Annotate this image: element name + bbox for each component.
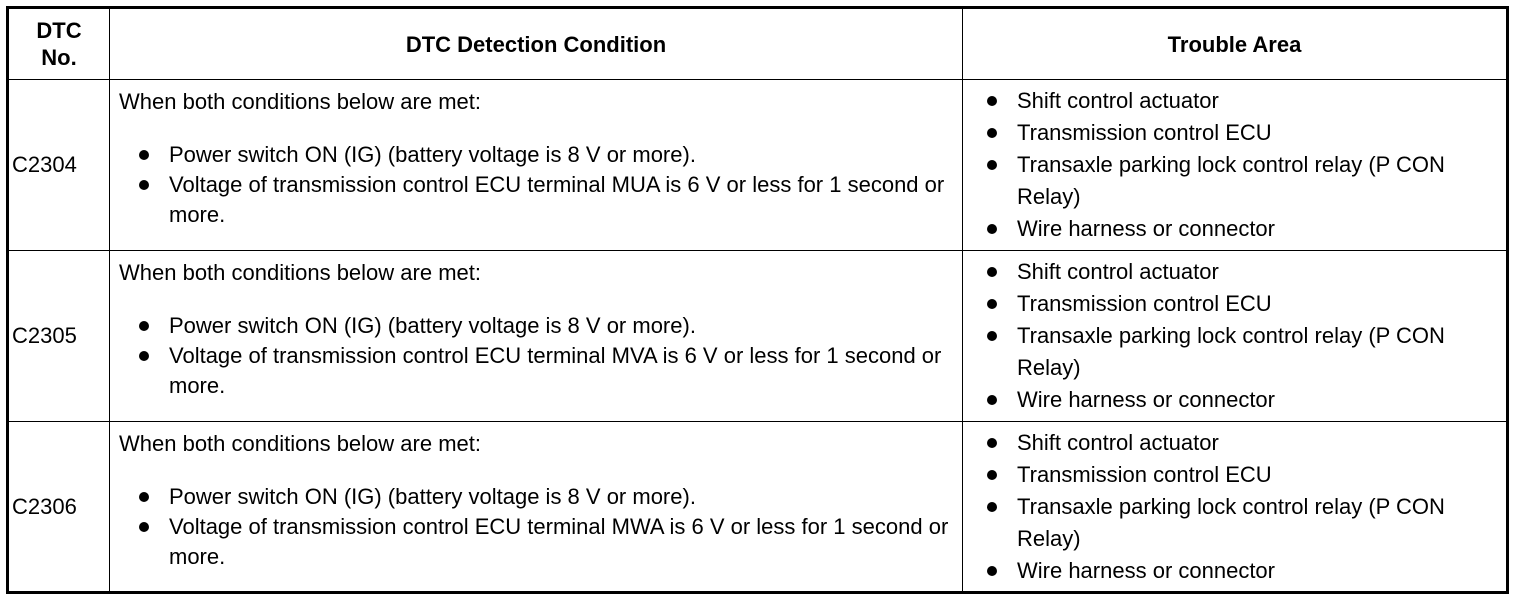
header-detection-condition: DTC Detection Condition	[110, 8, 963, 80]
table-row	[8, 251, 1508, 422]
dtc-code: C2305	[8, 251, 110, 422]
trouble-area-item: Wire harness or connector	[1017, 213, 1464, 245]
condition-item: Voltage of transmission control ECU terminal MVA is 6 V or less for 1 second or more.	[169, 341, 954, 401]
condition-intro: When both conditions below are met:	[119, 260, 481, 285]
header-trouble-area: Trouble Area	[963, 8, 1508, 80]
trouble-area-cell	[963, 422, 1508, 593]
trouble-area-item: Shift control actuator	[1017, 256, 1464, 288]
condition-item: Power switch ON (IG) (battery voltage is 8 V or more).	[169, 482, 954, 512]
detection-condition-cell	[110, 422, 963, 593]
trouble-area-item: Transaxle parking lock control relay (P CON Relay)	[1017, 149, 1464, 213]
header-row	[8, 8, 1508, 80]
trouble-area-list	[963, 427, 1506, 587]
condition-item: Voltage of transmission control ECU terminal MUA is 6 V or less for 1 second or more.	[169, 170, 954, 230]
condition-intro: When both conditions below are met:	[119, 89, 481, 114]
condition-item: Power switch ON (IG) (battery voltage is 8 V or more).	[169, 311, 954, 341]
trouble-area-item: Transmission control ECU	[1017, 288, 1464, 320]
condition-intro: When both conditions below are met:	[119, 431, 481, 456]
trouble-area-item: Wire harness or connector	[1017, 555, 1464, 587]
dtc-code: C2306	[8, 422, 110, 593]
trouble-area-item: Transaxle parking lock control relay (P CON Relay)	[1017, 320, 1464, 384]
dtc-code: C2304	[8, 80, 110, 251]
condition-list	[119, 311, 962, 401]
trouble-area-cell	[963, 251, 1508, 422]
condition-list	[119, 482, 962, 572]
table-row	[8, 80, 1508, 251]
trouble-area-item: Wire harness or connector	[1017, 384, 1464, 416]
condition-item: Voltage of transmission control ECU terminal MWA is 6 V or less for 1 second or more.	[169, 512, 954, 572]
trouble-area-list	[963, 256, 1506, 416]
trouble-area-item: Transmission control ECU	[1017, 117, 1464, 149]
condition-list	[119, 140, 962, 230]
detection-condition-cell	[110, 251, 963, 422]
condition-item: Power switch ON (IG) (battery voltage is 8 V or more).	[169, 140, 954, 170]
trouble-area-item: Transaxle parking lock control relay (P CON Relay)	[1017, 491, 1464, 555]
detection-condition-cell	[110, 80, 963, 251]
trouble-area-cell	[963, 80, 1508, 251]
trouble-area-item: Shift control actuator	[1017, 85, 1464, 117]
trouble-area-item: Transmission control ECU	[1017, 459, 1464, 491]
dtc-table	[6, 6, 1509, 594]
header-dtc-no: DTC No.	[8, 8, 110, 80]
trouble-area-item: Shift control actuator	[1017, 427, 1464, 459]
trouble-area-list	[963, 85, 1506, 245]
table-row	[8, 422, 1508, 593]
